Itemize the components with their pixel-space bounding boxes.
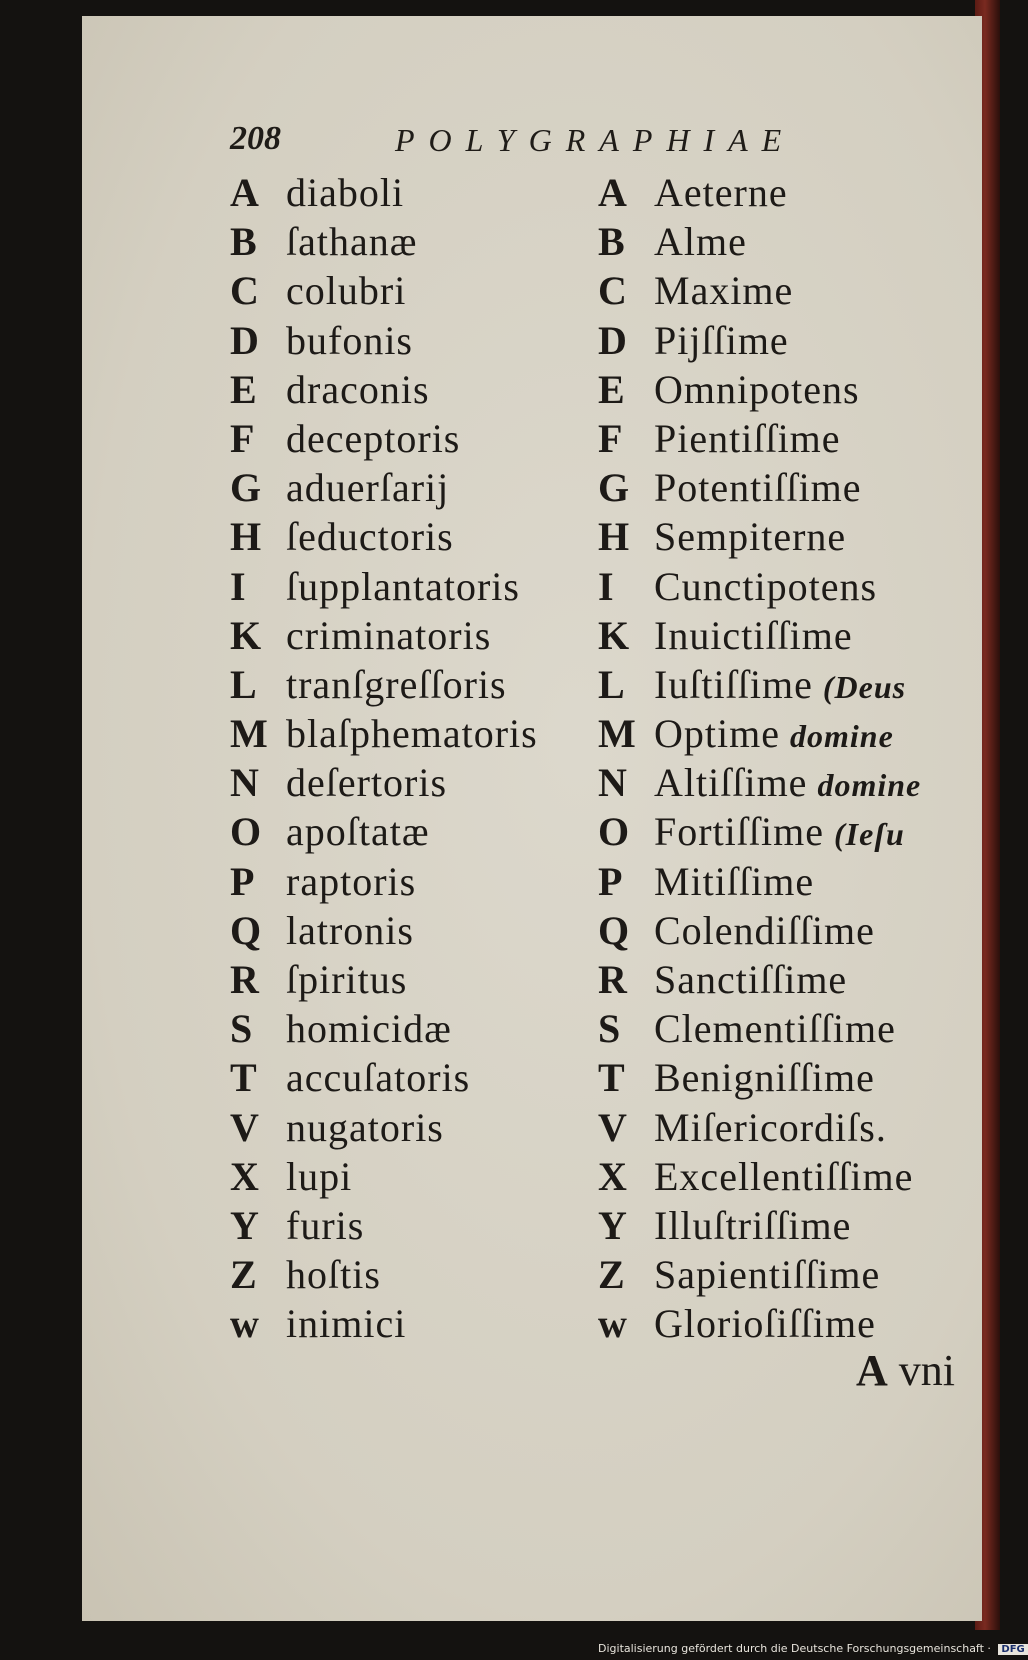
cipher-letter: K	[598, 612, 631, 658]
cipher-row	[230, 955, 600, 1004]
marginal-note: (Ieſu	[834, 816, 905, 853]
cipher-word: homicidæ	[286, 1006, 452, 1052]
cipher-letter: C	[598, 268, 628, 314]
cipher-letter: H	[230, 514, 263, 560]
cipher-letter: H	[598, 514, 631, 560]
cipher-word: deſertoris	[286, 760, 448, 806]
cipher-row	[230, 266, 600, 315]
cipher-row	[230, 906, 600, 955]
running-title: POLYGRAPHIAE	[395, 122, 796, 158]
cipher-letter: S	[230, 1006, 254, 1052]
cipher-letter: R	[230, 957, 260, 1002]
cipher-letter: w	[230, 1301, 260, 1347]
cipher-word: blaſphematoris	[286, 711, 538, 757]
cipher-row	[598, 1004, 978, 1053]
cipher-word: ſupplantatoris	[286, 563, 520, 609]
cipher-row	[598, 512, 978, 561]
cipher-letter: P	[598, 858, 624, 904]
cipher-word: Inuictiſſime	[654, 612, 853, 658]
cipher-row	[230, 316, 600, 365]
cipher-letter: Y	[230, 1202, 260, 1248]
cipher-row	[230, 1152, 600, 1201]
cipher-word: hoſtis	[286, 1252, 381, 1298]
cipher-letter: X	[230, 1153, 260, 1199]
catchword-letter: A	[856, 1346, 888, 1395]
cipher-letter: F	[230, 415, 256, 461]
cipher-letter: M	[230, 711, 269, 757]
cipher-word: Excellentiſſime	[654, 1153, 914, 1199]
cipher-letter: V	[598, 1104, 628, 1150]
cipher-letter: A	[230, 170, 260, 215]
cipher-letter: A	[598, 170, 628, 215]
cipher-word: Miſericordiſs.	[654, 1104, 887, 1150]
cipher-word: diaboli	[286, 170, 405, 215]
cipher-row	[230, 660, 600, 709]
cipher-letter: N	[230, 760, 260, 806]
cipher-word: Aeterne	[654, 170, 788, 215]
cipher-row	[230, 807, 600, 856]
cipher-word: ſathanæ	[286, 219, 418, 265]
cipher-letter: T	[230, 1055, 258, 1101]
cipher-word: latronis	[286, 907, 414, 953]
cipher-row	[230, 709, 600, 758]
cipher-row	[598, 1053, 978, 1102]
cipher-letter: V	[230, 1104, 260, 1150]
cipher-row	[598, 316, 978, 365]
cipher-word: Sempiterne	[654, 514, 847, 560]
cipher-word: Alme	[654, 219, 747, 265]
cipher-word: Illuſtriſſime	[654, 1202, 852, 1248]
cipher-row	[230, 1201, 600, 1250]
cipher-word: bufonis	[286, 317, 413, 363]
cipher-row	[230, 1053, 600, 1102]
cipher-row	[598, 1152, 978, 1201]
cipher-letter: S	[598, 1006, 622, 1052]
cipher-row	[598, 857, 978, 906]
cipher-letter: N	[598, 760, 628, 806]
cipher-row	[230, 857, 600, 906]
cipher-word: raptoris	[286, 858, 417, 904]
cipher-word: apoſtatæ	[286, 809, 430, 855]
cipher-word: nugatoris	[286, 1104, 444, 1150]
cipher-word: colubri	[286, 268, 407, 314]
cipher-letter: K	[230, 612, 263, 658]
cipher-row	[230, 463, 600, 512]
cipher-letter: C	[230, 268, 260, 314]
cipher-row	[598, 266, 978, 315]
cipher-row	[598, 611, 978, 660]
cipher-row	[230, 414, 600, 463]
cipher-word: ſeductoris	[286, 514, 454, 560]
cipher-word: Pijſſime	[654, 317, 789, 363]
footer-text: Digitalisierung gefördert durch die Deutsche Forschungsgemeinschaft ·	[598, 1642, 991, 1655]
cipher-letter: G	[598, 465, 631, 511]
cipher-row	[598, 955, 978, 1004]
cipher-letter: E	[598, 366, 626, 412]
cipher-letter: Y	[598, 1202, 628, 1248]
cipher-word: criminatoris	[286, 612, 492, 658]
cipher-word: tranſgreſſoris	[286, 661, 507, 707]
cipher-row	[598, 807, 978, 856]
left-column	[230, 168, 600, 1349]
page-number: 208	[230, 120, 281, 157]
cipher-row	[598, 217, 978, 266]
cipher-letter: B	[598, 219, 626, 265]
cipher-letter: D	[230, 317, 260, 363]
cipher-word: deceptoris	[286, 415, 461, 461]
cipher-row	[598, 660, 978, 709]
cipher-row	[230, 758, 600, 807]
cipher-letter: I	[598, 563, 615, 609]
cipher-row	[230, 365, 600, 414]
cipher-letter: w	[598, 1301, 628, 1347]
cipher-word: Benigniſſime	[654, 1055, 875, 1101]
cipher-word: Cunctipotens	[654, 563, 878, 609]
cipher-row	[598, 562, 978, 611]
catchword	[856, 1345, 955, 1396]
cipher-row	[230, 562, 600, 611]
cipher-row	[598, 906, 978, 955]
right-column	[598, 168, 978, 1349]
cipher-letter: Q	[598, 907, 631, 953]
cipher-row	[230, 1250, 600, 1299]
cipher-letter: O	[230, 809, 263, 855]
cipher-letter: B	[230, 219, 258, 265]
cipher-letter: G	[230, 465, 263, 511]
cipher-row	[598, 1250, 978, 1299]
cipher-letter: L	[230, 661, 258, 707]
marginal-note: domine	[817, 767, 922, 804]
cipher-row	[230, 1103, 600, 1152]
cipher-word: inimici	[286, 1301, 407, 1347]
cipher-row	[598, 365, 978, 414]
cipher-word: accuſatoris	[286, 1055, 471, 1101]
cipher-word: Sapientiſſime	[654, 1252, 881, 1298]
cipher-row	[230, 611, 600, 660]
cipher-word: lupi	[286, 1153, 353, 1199]
digitization-footer	[598, 1642, 1025, 1658]
cipher-row	[598, 1103, 978, 1152]
cipher-letter: E	[230, 366, 258, 412]
cipher-letter: O	[598, 809, 631, 855]
cipher-word: Mitiſſime	[654, 858, 815, 904]
cipher-row	[230, 217, 600, 266]
cipher-word: aduerſarij	[286, 465, 450, 511]
catchword-word: vni	[898, 1346, 956, 1395]
cipher-word: Pientiſſime	[654, 415, 841, 461]
cipher-letter: D	[598, 317, 628, 363]
cipher-letter: Q	[230, 907, 263, 953]
cipher-letter: T	[598, 1055, 626, 1101]
cipher-row	[598, 1201, 978, 1250]
cipher-row	[598, 414, 978, 463]
cipher-letter: L	[598, 661, 626, 707]
cipher-letter: X	[598, 1153, 628, 1199]
cipher-word: Sanctiſſime	[654, 957, 848, 1002]
cipher-word: Maxime	[654, 268, 794, 314]
cipher-word: Colendiſſime	[654, 907, 875, 953]
cipher-row	[230, 1299, 600, 1348]
cipher-word: Glorioſiſſime	[654, 1301, 876, 1347]
cipher-letter: I	[230, 563, 247, 609]
cipher-word: Altiſſime	[654, 760, 808, 806]
cipher-word: furis	[286, 1202, 365, 1248]
marginal-note: domine	[789, 718, 894, 755]
cipher-row	[230, 168, 600, 217]
cipher-row	[598, 1299, 978, 1348]
cipher-word: Omnipotens	[654, 366, 860, 412]
cipher-word: ſpiritus	[286, 957, 408, 1002]
cipher-row	[230, 512, 600, 561]
cipher-letter: Z	[230, 1252, 258, 1298]
marginal-note: (Deus	[822, 668, 907, 705]
cipher-word: draconis	[286, 366, 430, 412]
dfg-logo: DFG	[998, 1644, 1027, 1655]
cipher-row	[598, 463, 978, 512]
cipher-letter: Z	[598, 1252, 626, 1298]
cipher-row	[598, 168, 978, 217]
cipher-word: Fortiſſime	[654, 809, 824, 855]
cipher-letter: M	[598, 711, 637, 757]
cipher-letter: F	[598, 415, 624, 461]
cipher-word: Clementiſſime	[654, 1006, 896, 1052]
cipher-word: Potentiſſime	[654, 465, 862, 511]
cipher-letter: P	[230, 858, 256, 904]
cipher-row	[598, 758, 978, 807]
cipher-row	[230, 1004, 600, 1053]
cipher-word: Iuſtiſſime	[654, 661, 813, 707]
cipher-word: Optime	[654, 711, 780, 757]
cipher-letter: R	[598, 957, 628, 1002]
cipher-row	[598, 709, 978, 758]
